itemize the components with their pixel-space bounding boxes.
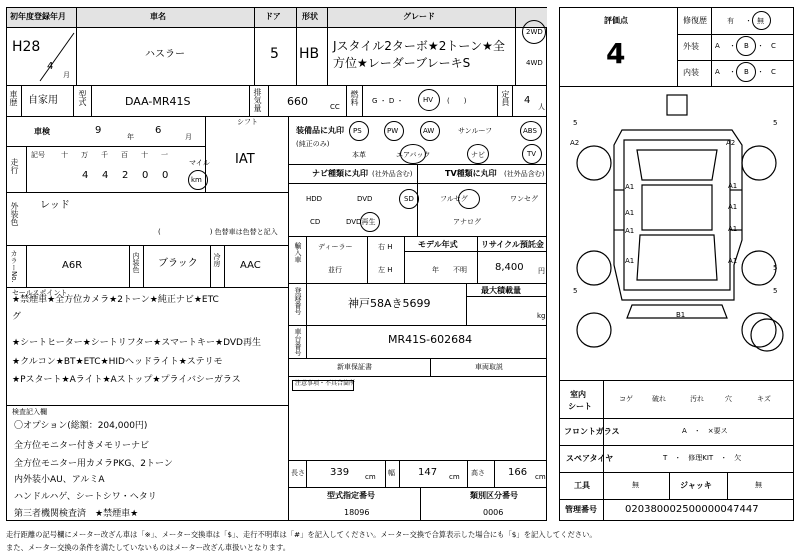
month-value: 4 <box>47 61 54 72</box>
navi-type-label: ナビ種類に丸印 <box>312 169 368 178</box>
usage-label: 車歴 <box>9 90 18 106</box>
mileage-unit-label: 百 <box>121 151 128 159</box>
equip-ps: PS <box>353 127 362 135</box>
inspector-note-line: 全方位モニター付きメモリーナビ <box>14 441 150 451</box>
type-cert-value: 18096 <box>344 508 370 517</box>
mileage-digit: 4 <box>82 170 89 181</box>
mileage-unit-label: 十 <box>141 151 148 159</box>
diagram-label-quarter_l: A1 <box>625 257 635 265</box>
seat-label-1: 室内 <box>570 390 586 399</box>
score-value: 4 <box>606 37 626 70</box>
tools-value: 無 <box>632 481 639 489</box>
shift-label: シフト <box>237 118 258 126</box>
tv-type-label: TV種類に丸印 <box>445 169 497 178</box>
notes-label: 注意事項・不具合箇所 <box>295 380 356 387</box>
diagram-label-door_l: A1 <box>625 209 635 217</box>
inspector-note-line: ハンドルハゲ、シートシワ・ヘタリ <box>14 492 157 502</box>
diagram-label-rear_bumper: B1 <box>676 311 686 319</box>
seat-option: コゲ <box>619 395 633 403</box>
capacity-label: 定員 <box>501 90 510 106</box>
inspector-label: 検査記入欄 <box>12 408 47 416</box>
navi-sd: SD <box>404 195 414 203</box>
score-label: 評価点 <box>604 16 628 25</box>
color-label: 外装色 <box>10 202 19 226</box>
navi-type-sub: (社外品含む) <box>372 170 413 178</box>
equip-airbag: エアバック <box>396 151 431 159</box>
reg-number: 神戸58Aき5699 <box>348 297 431 310</box>
diagram-label-fender_r: A1 <box>728 182 738 190</box>
damage-diagram <box>562 90 792 380</box>
color-value: レッド <box>40 200 70 211</box>
spare-options: T ・ 修理KIT ・ 欠 <box>663 454 742 462</box>
shape-value: HB <box>299 46 320 62</box>
manual-label: 車両取説 <box>475 363 503 371</box>
diagram-label-wheel_rl: 5 <box>573 287 578 295</box>
type-cert-label: 型式指定番号 <box>327 491 375 500</box>
max-load-unit: kg <box>537 312 546 320</box>
model-label: 型式 <box>78 90 87 106</box>
sales-point-line: ★Pスタート★Aライト★Aストップ★プライバシーガラス <box>12 375 241 385</box>
color-no-label: カラーNo. <box>10 250 18 283</box>
mileage-unit-label: 記号 <box>31 151 45 159</box>
diagram-label-wheel_fr: 5 <box>773 119 778 127</box>
grade-ext-option: ・ <box>757 42 764 50</box>
fuel-paren: ( ) <box>447 97 467 105</box>
diagram-label-wheel_rr: 5 <box>773 287 778 295</box>
fuel-label: 燃料 <box>350 90 359 106</box>
grade-ext-b-circle <box>736 36 756 56</box>
jack-value: 無 <box>755 481 762 489</box>
diagram-label-rear_l: A1 <box>625 227 635 235</box>
equipment-label: 装備品に丸印 <box>296 126 344 135</box>
tv-analog: アナログ <box>453 218 481 226</box>
seat-option: キズ <box>757 395 771 403</box>
equip-leather: 本革 <box>352 151 366 159</box>
diagram-label-wheel_fr2: 5 <box>773 264 778 272</box>
height-label: 高さ <box>471 469 485 477</box>
tv-type-sub: (社外品含む) <box>504 170 545 178</box>
chassis-value: MR41S-602684 <box>388 333 473 346</box>
grade-line2: 方位★レーダーブレーキS <box>333 56 471 70</box>
repair-no: 無 <box>757 17 764 25</box>
diagram-label-front_right: A2 <box>726 139 736 147</box>
recycle-value: 8,400 <box>495 262 524 273</box>
equipment-sub: (純正のみ) <box>296 140 330 148</box>
seat-option: 汚れ <box>690 395 704 403</box>
shape-label: 形状 <box>302 12 318 21</box>
navi-dvd-play: DVD再生 <box>346 218 376 226</box>
jack-label: ジャッキ <box>680 481 712 490</box>
mileage-digit: 4 <box>102 170 109 181</box>
grade-int-option: C <box>771 68 776 76</box>
control-label: 管理番号 <box>565 505 597 514</box>
warranty-label: 新車保証書 <box>337 363 372 371</box>
seat-option: 破れ <box>652 395 666 403</box>
handle-right: 右 H <box>378 243 393 251</box>
recycle-label: リサイクル預託金 <box>481 240 544 249</box>
capacity-value: 4 <box>524 95 531 106</box>
navi-hdd: HDD <box>306 195 323 203</box>
diagram-label-front_left: A2 <box>570 139 580 147</box>
mileage-unit-label: 十 <box>61 151 68 159</box>
inspection-month-unit: 月 <box>185 133 192 141</box>
glass-label: フロントガラス <box>564 427 620 436</box>
width-value: 147 <box>418 467 438 478</box>
sales-point-line: ★シートヒーター★シートリフター★スマートキー★DVD再生 <box>12 338 261 348</box>
navi-cd: CD <box>310 218 321 226</box>
model-year-label: モデル年式 <box>418 240 458 249</box>
grade-label: グレード <box>403 12 435 21</box>
import-dealer: ディーラー <box>318 243 353 251</box>
inspection-year: 9 <box>95 125 102 136</box>
grade-int-option: B <box>744 68 749 76</box>
width-unit: cm <box>449 473 460 481</box>
mileage-unit-label: 万 <box>81 151 88 159</box>
year-label: 初年度登録年月 <box>10 12 66 21</box>
inspection-year-unit: 年 <box>127 133 134 141</box>
repair-dot: ・ <box>745 17 752 25</box>
displacement-value: 660 <box>287 95 308 108</box>
import-label: 輸入車 <box>294 242 302 263</box>
doors-label: ドア <box>265 12 281 21</box>
grade-int-b-circle <box>736 62 756 82</box>
color-note: ( ) 色替車は色替と記入 <box>158 228 278 236</box>
diagram-label-fender_l: A1 <box>625 183 635 191</box>
fuel-hv: HV <box>423 96 434 104</box>
diagram-label-door_r: A1 <box>728 203 738 211</box>
class-value: 0006 <box>483 508 504 517</box>
mileage-label: 走行 <box>10 158 19 174</box>
equip-aw: AW <box>423 127 435 135</box>
grade-ext-option: B <box>744 42 749 50</box>
diagram-label-quarter_r: A1 <box>728 257 738 265</box>
max-load-label: 最大積載量 <box>481 286 521 295</box>
inspector-note-line: 内外装小AU、アルミA <box>14 475 105 485</box>
inspector-note-line: 第三者機関検査済 ★禁煙車★ <box>14 509 139 519</box>
ac-value: AAC <box>240 260 261 271</box>
tv-fullseg: フルセグ <box>440 195 468 203</box>
grade-int-option: A <box>715 68 720 76</box>
spare-label: スペアタイヤ <box>566 454 614 463</box>
mileage-km: km <box>191 176 202 184</box>
grade-int-option: ・ <box>729 68 736 76</box>
length-label: 長さ <box>291 469 305 477</box>
grade-line1: Jスタイル2ターボ★2トーン★全 <box>333 39 505 53</box>
reg-label: 登録番号 <box>294 287 302 315</box>
seat-label-2: シート <box>568 402 592 411</box>
exterior-label: 外装 <box>683 42 699 51</box>
handle-left: 左 H <box>378 266 393 274</box>
mileage-unit-label: 一 <box>161 151 168 159</box>
car-name-label: 車名 <box>150 12 166 21</box>
doors-value: 5 <box>270 46 279 62</box>
recycle-unit: 円 <box>538 267 545 275</box>
inspection-label: 車検 <box>34 127 50 136</box>
equip-pw: PW <box>387 127 399 135</box>
shift-value: IAT <box>235 152 255 167</box>
seat-option: 穴 <box>725 395 732 403</box>
displacement-label: 排気量 <box>253 88 262 112</box>
mileage-digit: 0 <box>142 170 149 181</box>
tv-oneseg: ワンセグ <box>510 195 538 203</box>
capacity-unit: 人 <box>538 103 545 111</box>
chassis-label: 車台番号 <box>294 328 302 356</box>
color-no-value: A6R <box>62 260 83 271</box>
sales-point-line: ★クルコン★BT★ETC★HIDヘッドライト★ステリモ <box>12 357 223 367</box>
sales-point-line: グ <box>12 312 22 322</box>
year-slash <box>36 31 76 83</box>
model-value: DAA-MR41S <box>125 95 191 108</box>
sales-point-line: ★禁煙車★全方位カメラ★2トーン★純正ナビ★ETC <box>12 295 219 305</box>
equip-sunroof: サンルーフ <box>458 127 493 135</box>
width-label: 幅 <box>388 469 395 477</box>
mileage-unit-label: 千 <box>101 151 108 159</box>
length-unit: cm <box>365 473 376 481</box>
height-value: 166 <box>508 467 528 478</box>
drive-4wd: 4WD <box>526 59 543 67</box>
inspection-month: 6 <box>155 125 162 136</box>
diagram-label-wheel_fl: 5 <box>573 119 578 127</box>
fuel-options: G ・ D ・ <box>372 97 404 105</box>
inspector-note-line: 全方位モニター用カメラPKG、2トーン <box>14 459 173 469</box>
ac-label: 冷房 <box>213 253 221 267</box>
control-value: 020380002500000047447 <box>625 504 759 515</box>
grade-ext-option: ・ <box>729 42 736 50</box>
inspector-note-line: 〇オプション(総額：204,000円) <box>14 421 148 431</box>
import-parallel: 並行 <box>328 266 342 274</box>
usage-value: 自家用 <box>28 95 58 106</box>
diagram-label-rear_r: A1 <box>728 225 738 233</box>
displacement-unit: CC <box>330 103 340 111</box>
sales-point-label: セールスポイント <box>12 289 68 297</box>
interior-value: ブラック <box>158 258 198 269</box>
month-unit: 月 <box>63 71 70 79</box>
length-value: 339 <box>330 467 350 478</box>
grade-ext-option: C <box>771 42 776 50</box>
grade-ext-option: A <box>715 42 720 50</box>
equip-tv: TV <box>527 150 537 158</box>
interior-label: 内装色 <box>132 252 140 273</box>
equip-navi: ナビ <box>471 151 485 159</box>
year-value: H28 <box>12 39 41 55</box>
class-label: 類別区分番号 <box>470 491 518 500</box>
footer-note-2: また、メーター交換の条件を満たしていないものはメーター改ざん車扱いとなります。 <box>6 543 290 552</box>
height-unit: cm <box>535 473 546 481</box>
mileage-digit: 0 <box>162 170 169 181</box>
glass-options: A ・ ×要ス <box>682 427 728 435</box>
mileage-digit: 2 <box>122 170 129 181</box>
car-name: ハスラー <box>145 49 185 60</box>
grade-int-option: ・ <box>757 68 764 76</box>
navi-dvd: DVD <box>357 195 373 203</box>
mileage-mile: マイル <box>189 159 210 167</box>
model-year: 年 不明 <box>432 266 467 274</box>
interior-grade-label: 内装 <box>683 68 699 77</box>
footer-note-1: 走行距離の記号欄にメーター改ざん車は「※」、メーター交換車は「$」、走行不明車は「#」を記入してください。メーター交換で合算表示した場合にも「$」を記入してください。 <box>6 530 597 539</box>
repair-yes: 有 <box>727 17 734 25</box>
drive-2wd: 2WD <box>526 28 543 36</box>
equip-abs: ABS <box>523 127 537 135</box>
repair-label: 修復歴 <box>683 16 707 25</box>
tools-label: 工具 <box>574 481 590 490</box>
